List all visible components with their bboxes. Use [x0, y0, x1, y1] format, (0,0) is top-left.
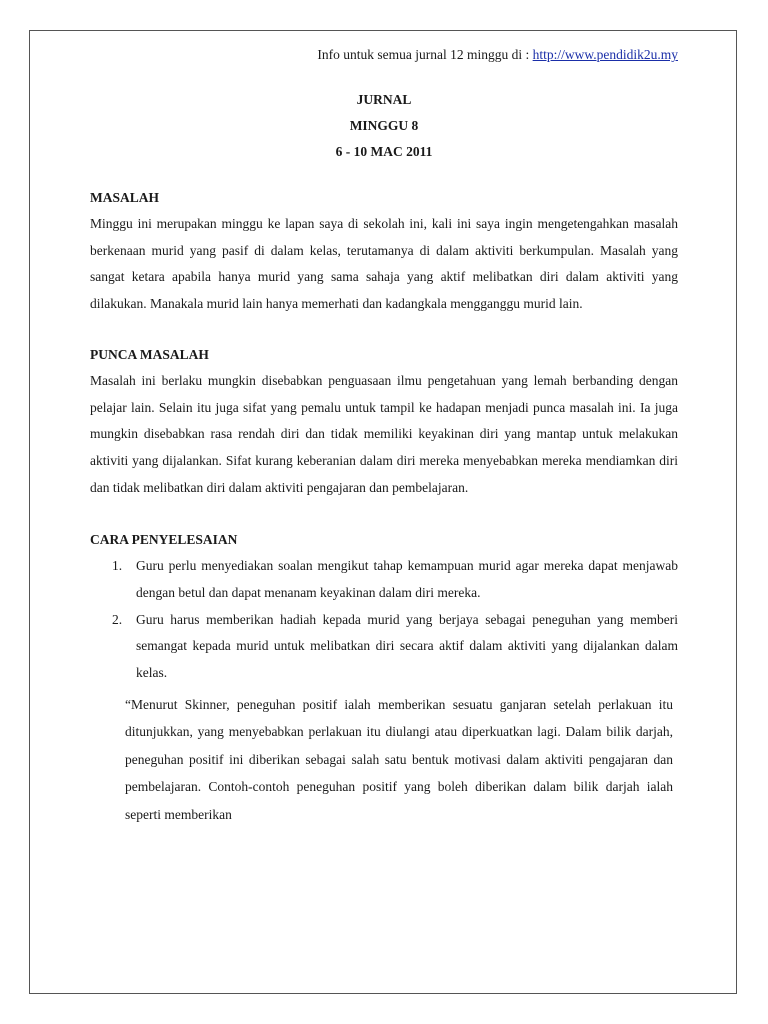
title-jurnal: JURNAL — [356, 92, 412, 107]
pendidik2u-link[interactable]: http://www.pendidik2u.my — [532, 47, 678, 62]
list-item — [90, 607, 678, 687]
info-text: Info untuk semua jurnal 12 minggu di : — [317, 47, 533, 62]
solution-list — [90, 553, 678, 687]
document-content — [90, 40, 678, 828]
list-text: Guru perlu menyediakan soalan mengikut tahap kemampuan murid agar mereka dapat menjawab dengan betul dan dapat menanam keyakinan dalam diri mereka. — [136, 558, 678, 601]
skinner-quote: “Menurut Skinner, peneguhan positif ialah memberikan sesuatu ganjaran setelah perlakuan itu ditunjukkan, yang menyebabkan perlakuan itu diulangi atau diperkuatkan lagi. Dalam bilik darjah, peneguhan positif ini diberikan sebagai salah satu bentuk motivasi dalam aktiviti pengajaran dan pembelajaran. Contoh-contoh peneguhan positif yang boleh diberikan dalam bilik darjah ialah seperti memberikan — [125, 696, 673, 822]
heading-cara-penyelesaian: CARA PENYELESAIAN — [90, 532, 238, 548]
title-week: MINGGU 8 — [349, 118, 419, 133]
list-number: 1. — [112, 558, 123, 574]
section-masalah — [90, 185, 678, 318]
list-item — [90, 553, 678, 606]
list-number: 2. — [112, 611, 123, 627]
title-date: 6 - 10 MAC 2011 — [335, 144, 433, 159]
section-cara-penyelesaian — [90, 527, 678, 828]
paragraph-masalah: Minggu ini merupakan minggu ke lapan saya di sekolah ini, kali ini saya ingin mengetengahkan masalah berkenaan murid yang pasif di dalam kelas, terutamanya di dalam aktiviti berkumpulan. Masalah yang sangat ketara apabila hanya murid yang sama sahaja yang aktif melibatkan diri dalam aktiviti yang dilakukan. Manakala murid lain hanya memerhati dan kadangkala mengganggu murid lain. — [90, 216, 678, 312]
paragraph-punca-masalah: Masalah ini berlaku mungkin disebabkan penguasaan ilmu pengetahuan yang lemah berbanding dengan pelajar lain. Selain itu juga sifat yang pemalu untuk tampil ke hadapan menjadi punca masalah ini. Ia juga mungkin disebabkan rasa rendah diri dan tidak memiliki keyakinan diri yang mantap untuk melakukan aktiviti yang dijalankan. Sifat kurang keberanian dalam diri mereka menyebabkan mereka mendiamkan diri dan tidak melibatkan diri dalam aktiviti pengajaran dan pembelajaran. — [90, 372, 678, 495]
journal-title — [90, 87, 678, 165]
info-header — [90, 40, 678, 70]
heading-masalah: MASALAH — [90, 190, 160, 205]
section-punca-masalah — [90, 342, 678, 502]
list-text: Guru harus memberikan hadiah kepada murid yang berjaya sebagai peneguhan yang memberi semangat kepada murid untuk melibatkan diri secara aktif dalam aktiviti yang dijalankan dalam kelas. — [136, 611, 678, 681]
heading-punca-masalah: PUNCA MASALAH — [90, 346, 209, 362]
